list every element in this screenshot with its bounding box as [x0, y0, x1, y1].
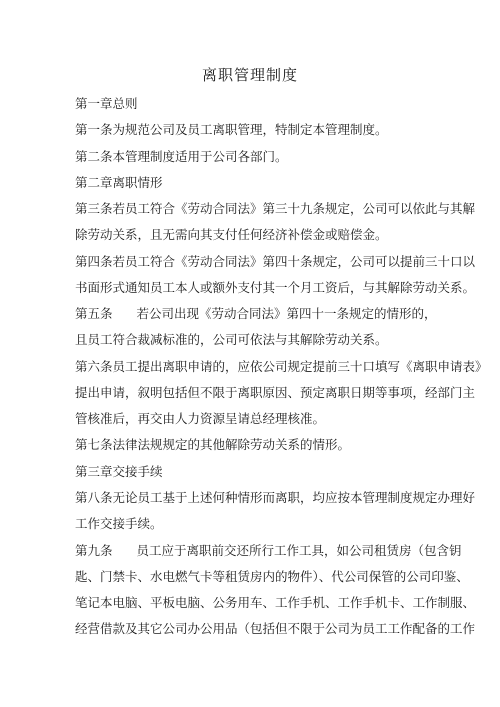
article-3-line-1: 第三条若员工符合《劳动合同法》第三十九条规定，公司可以依此与其解 — [75, 201, 476, 216]
article-6-line-3: 管核准后，再交由人力资源呈请总经理核准。 — [75, 411, 326, 426]
article-9-label: 第九条 — [75, 543, 113, 558]
article-5-line-1 — [75, 306, 437, 322]
article-5-line-2: 且员工符合裁减标准的，公司可依法与其解除劳动关系。 — [75, 332, 388, 347]
article-8-line-2: 工作交接手续。 — [75, 516, 163, 531]
article-3-line-2: 除劳动关系，且无需向其支付任何经济补偿金或赔偿金。 — [75, 227, 388, 242]
article-1: 第一条为规范公司及员工离职管理，特制定本管理制度。 — [75, 122, 388, 137]
article-9-line-4: 经营借款及其它公司办公用品（包括但不限于公司为员工工作配备的工作 — [75, 621, 476, 636]
article-6-line-2: 提出申请，叙明包括但不限于离职原因、预定离职日期等事项，经部门主 — [75, 385, 476, 400]
article-7: 第七条法律法规规定的其他解除劳动关系的情形。 — [75, 437, 351, 452]
chapter-1-heading: 第一章总则 — [75, 96, 138, 111]
article-5-label: 第五条 — [75, 306, 113, 321]
article-5-text: 若公司出现《劳动合同法》第四十一条规定的情形的， — [136, 306, 437, 321]
article-9-line-1 — [75, 543, 462, 559]
article-2: 第二条本管理制度适用于公司各部门。 — [75, 149, 288, 164]
article-9-line-2: 匙、门禁卡、水电燃气卡等租赁房内的物件）、代公司保管的公司印鉴、 — [75, 569, 469, 584]
article-9-line-3: 笔记本电脑、平板电脑、公务用车、工作手机、工作手机卡、工作制服、 — [75, 595, 476, 610]
article-8-line-1: 第八条无论员工基于上述何种情形而离职，均应按本管理制度规定办理好 — [75, 490, 476, 505]
chapter-2-heading: 第二章离职情形 — [75, 175, 163, 190]
article-9-text: 员工应于离职前交还所行工作工具，如公司租赁房（包含钥 — [136, 543, 462, 558]
chapter-3-heading: 第三章交接手续 — [75, 464, 163, 479]
article-4-line-2: 书面形式通知员工本人或额外支付其一个月工资后，与其解除劳动关系。 — [75, 280, 476, 295]
document-title: 离职管理制度 — [201, 66, 298, 84]
article-4-line-1: 第四条若员工符合《劳动合同法》第四十条规定，公司可以提前三十口以 — [75, 254, 476, 269]
article-6-line-1: 第六条员工提出离职申请的，应依公司规定提前三十口填写《离职申请表》 — [75, 359, 488, 374]
